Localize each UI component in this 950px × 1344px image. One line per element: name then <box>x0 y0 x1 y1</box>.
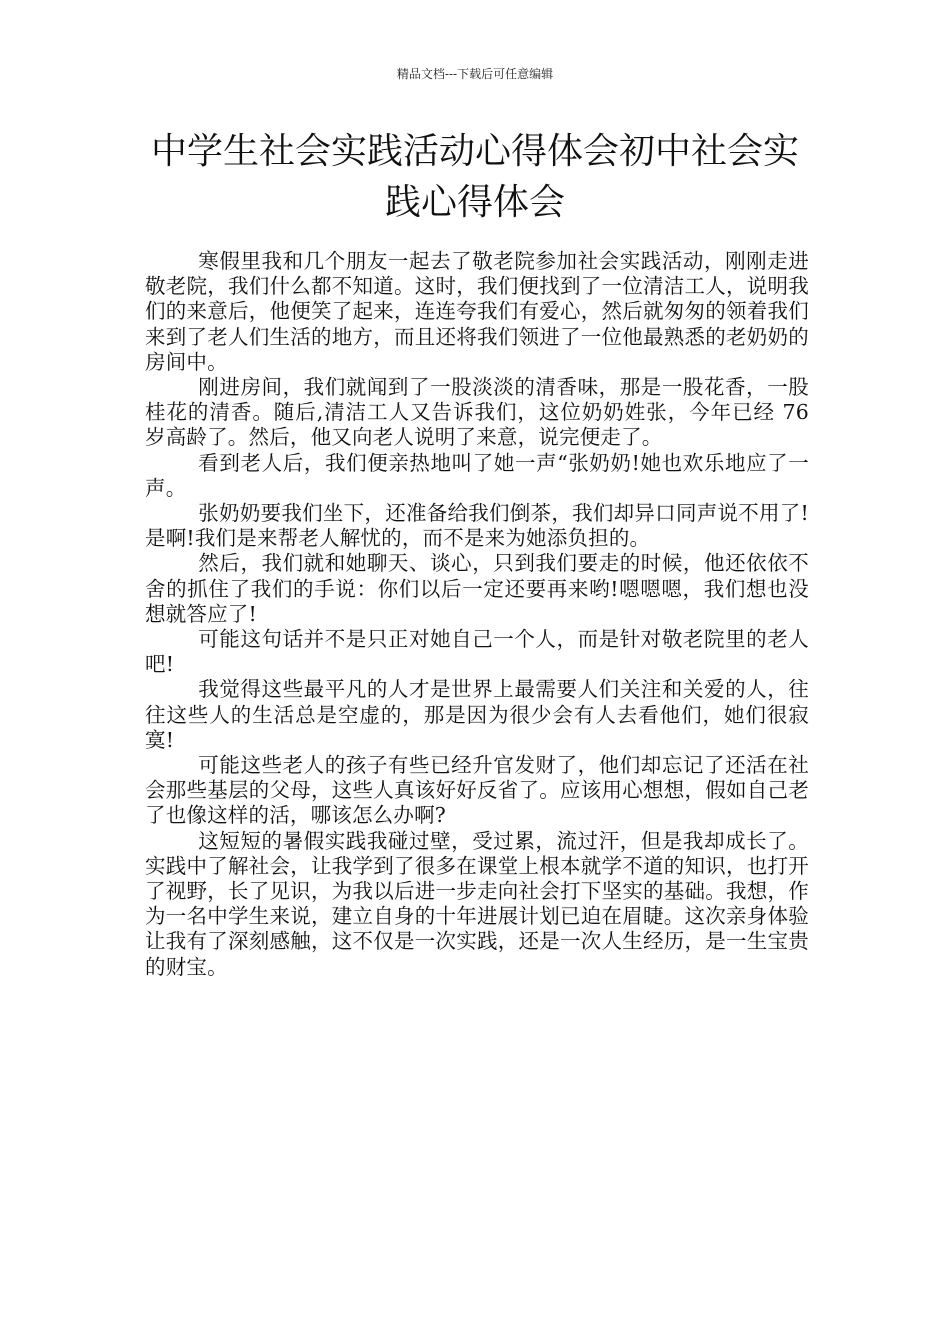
paragraph: 寒假里我和几个朋友一起去了敬老院参加社会实践活动，刚刚走进敬老院，我们什么都不知道。这时，我们便找到了一位清洁工人，说明我们的来意后，他便笑了起来，连连夸我们有爱心，然后就匆匆的领着我们来到了老人们生活的地方，而且还将我们领进了一位他最熟悉的老奶奶的房间中。 <box>145 249 809 374</box>
paragraph: 我觉得这些最平凡的人才是世界上最需要人们关注和关爱的人，往往这些人的生活总是空虚的，那是因为很少会有人去看他们，她们很寂寞! <box>145 677 809 752</box>
paragraph: 这短短的暑假实践我碰过壁，受过累，流过汗，但是我却成长了。实践中了解社会，让我学到了很多在课堂上根本就学不道的知识，也打开了视野，长了见识，为我以后进一步走向社会打下坚实的基础。我想，作为一名中学生来说，建立自身的十年进展计划已迫在眉睫。这次亲身体验让我有了深刻感触，这不仅是一次实践，还是一次人生经历，是一生宝贵的财宝。 <box>145 828 809 979</box>
paragraph: 刚进房间，我们就闻到了一股淡淡的清香味，那是一股花香，一股桂花的清香。随后,清洁工人又告诉我们，这位奶奶姓张，今年已经 76 岁高龄了。然后，他又向老人说明了来意，说完便走了。 <box>145 375 809 450</box>
paragraph: 张奶奶要我们坐下，还准备给我们倒茶，我们却异口同声说不用了!是啊!我们是来帮老人解忧的，而不是来为她添负担的。 <box>145 501 809 551</box>
document-body <box>145 249 809 980</box>
paragraph: 看到老人后，我们便亲热地叫了她一声“张奶奶!她也欢乐地应了一声。 <box>145 450 809 500</box>
paragraph: 然后，我们就和她聊天、谈心，只到我们要走的时候，他还依依不舍的抓住了我们的手说：你们以后一定还要再来哟!嗯嗯嗯，我们想也没想就答应了! <box>145 551 809 626</box>
paragraph: 可能这些老人的孩子有些已经升官发财了，他们却忘记了还活在社会那些基层的父母，这些人真该好好反省了。应该用心想想，假如自己老了也像这样的活，哪该怎么办啊? <box>145 753 809 828</box>
page-header: 精品文档---下载后可任意编辑 <box>396 67 554 81</box>
document-title: 中学生社会实践活动心得体会初中社会实践心得体会 <box>150 131 799 223</box>
paragraph: 可能这句话并不是只正对她自己一个人，而是针对敬老院里的老人吧! <box>145 627 809 677</box>
